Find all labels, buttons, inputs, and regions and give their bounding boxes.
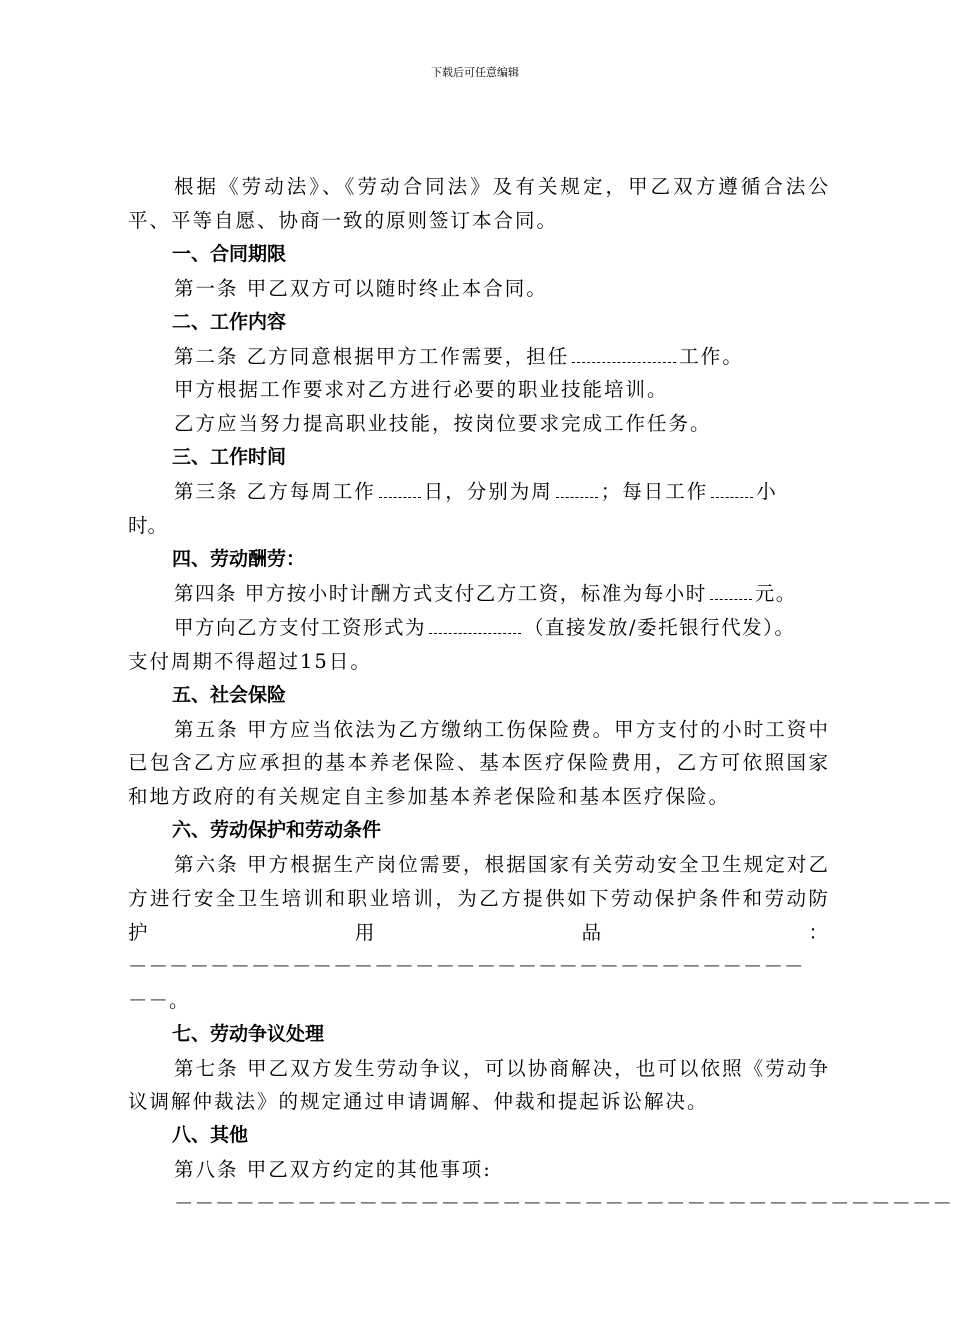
section-8-heading: 八、其他 (172, 1124, 249, 1147)
protection-items-blank[interactable]: －－－－－－－－－－－－－－－－－－－－－－－－－－－－－－－－－ (128, 954, 805, 978)
article-2: 第二条 乙方同意根据甲方工作需要，担任 工作。 (174, 344, 744, 368)
article-2-line-2: 甲方根据工作要求对乙方进行必要的职业技能培训。 (174, 378, 669, 402)
section-1-heading: 一、合同期限 (172, 242, 287, 265)
protection-items-blank-end: －－。 (128, 988, 190, 1012)
article-4-line-3: 支付周期不得超过15日。 (128, 649, 372, 673)
article-4: 第四条 甲方按小时计酬方式支付乙方工资，标准为每小时 元。 (174, 581, 797, 605)
other-matters-blank[interactable]: －－－－－－－－－－－－－－－－－－－－－－－－－－－－－－－－－－－－－－ (174, 1192, 953, 1216)
article-1: 第一条 甲乙双方可以随时终止本合同。 (174, 276, 548, 300)
days-per-week-blank[interactable] (379, 481, 421, 498)
page-header: 下载后可任意编辑 (431, 66, 519, 79)
intro-paragraph: 根据《劳动法》、《劳动合同法》及有关规定，甲乙双方遵循合法公平、平等自愿、协商一致的原则签订本合同。 (128, 175, 830, 232)
article-3: 第三条 乙方每周工作 日，分别为周 ；每日工作 小 (174, 480, 778, 504)
article-7: 第七条 甲乙双方发生劳动争议，可以协商解决，也可以依照《劳动争议调解仲裁法》的规定通过申请调解、仲裁和提起诉讼解决。 (128, 1056, 830, 1114)
section-5-heading: 五、社会保险 (172, 683, 287, 706)
section-3-heading: 三、工作时间 (172, 446, 287, 469)
article-2-line-3: 乙方应当努力提高职业技能，按岗位要求完成工作任务。 (174, 412, 712, 436)
article-6: 第六条 甲方根据生产岗位需要，根据国家有关劳动安全卫生规定对乙方进行安全卫生培训和职业培训，为乙方提供如下劳动保护条件和劳动防护用品：－－－－－－－－－－－－－－－－－－－－－－－－－－－－－－－－－ (128, 853, 830, 978)
section-6-heading: 六、劳动保护和劳动条件 (172, 819, 382, 842)
hours-per-day-blank[interactable] (711, 481, 753, 498)
section-2-heading: 二、工作内容 (172, 310, 287, 333)
article-4-line-2: 甲方向乙方支付工资形式为 （直接发放/委托银行代发）。 (174, 615, 796, 639)
section-4-heading: 四、劳动酬劳： (172, 547, 306, 570)
article-5: 第五条 甲方应当依法为乙方缴纳工伤保险费。甲方支付的小时工资中已包含乙方应承担的基本养老保险、基本医疗保险费用，乙方可依照国家和地方政府的有关规定自主参加基本养老保险和基本医疗保险。 (128, 717, 830, 809)
job-blank[interactable] (572, 346, 676, 363)
payment-form-blank[interactable] (429, 617, 521, 634)
weekdays-blank[interactable] (556, 481, 598, 498)
article-8: 第八条 甲乙双方约定的其他事项: (174, 1158, 492, 1182)
article-3-tail: 时。 (128, 514, 168, 538)
contract-body (128, 170, 953, 1221)
hourly-rate-blank[interactable] (710, 583, 752, 600)
section-7-heading: 七、劳动争议处理 (172, 1022, 325, 1045)
